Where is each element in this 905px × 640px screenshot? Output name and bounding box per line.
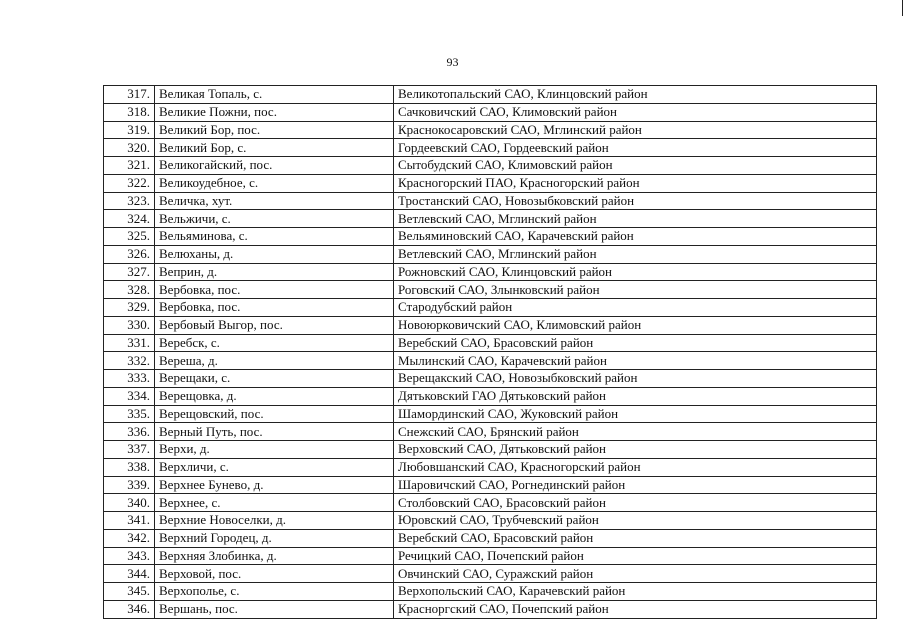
administrative-unit: Роговский САО, Злынковский район (394, 281, 877, 299)
page-number: 93 (446, 55, 459, 69)
administrative-unit: Верещакский САО, Новозыбковский район (394, 370, 877, 388)
row-number: 339. (104, 476, 155, 494)
settlement-name: Верещовский, пос. (155, 405, 394, 423)
table-row (104, 299, 877, 317)
table-row (104, 245, 877, 263)
administrative-unit: Верхопольский САО, Карачевский район (394, 583, 877, 601)
table-row (104, 210, 877, 228)
table-row (104, 86, 877, 104)
settlement-name: Великий Бор, с. (155, 139, 394, 157)
settlement-name: Вельжичи, с. (155, 210, 394, 228)
table-row (104, 423, 877, 441)
row-number: 318. (104, 103, 155, 121)
settlement-name: Вельяминова, с. (155, 228, 394, 246)
settlement-name: Вершань, пос. (155, 600, 394, 618)
row-number: 332. (104, 352, 155, 370)
table-row (104, 334, 877, 352)
row-number: 330. (104, 316, 155, 334)
settlement-name: Вереша, д. (155, 352, 394, 370)
administrative-unit: Снежский САО, Брянский район (394, 423, 877, 441)
settlement-name: Величка, хут. (155, 192, 394, 210)
administrative-unit: Вельяминовский САО, Карачевский район (394, 228, 877, 246)
administrative-unit: Краснокосаровский САО, Мглинский район (394, 121, 877, 139)
row-number: 328. (104, 281, 155, 299)
settlement-name: Верхи, д. (155, 441, 394, 459)
row-number: 326. (104, 245, 155, 263)
settlement-name: Вербовка, пос. (155, 281, 394, 299)
table-row (104, 583, 877, 601)
table-row (104, 565, 877, 583)
row-number: 327. (104, 263, 155, 281)
row-number: 324. (104, 210, 155, 228)
administrative-unit: Речицкий САО, Почепский район (394, 547, 877, 565)
table-row (104, 316, 877, 334)
row-number: 317. (104, 86, 155, 104)
table-row (104, 600, 877, 618)
administrative-unit: Ветлевский САО, Мглинский район (394, 245, 877, 263)
table-row (104, 281, 877, 299)
administrative-unit: Великотопальский САО, Клинцовский район (394, 86, 877, 104)
table-row (104, 370, 877, 388)
row-number: 343. (104, 547, 155, 565)
row-number: 336. (104, 423, 155, 441)
administrative-unit: Дятьковский ГАО Дятьковский район (394, 387, 877, 405)
row-number: 323. (104, 192, 155, 210)
settlement-name: Верхнее, с. (155, 494, 394, 512)
settlement-name: Верхличи, с. (155, 458, 394, 476)
table-row (104, 387, 877, 405)
administrative-unit: Ветлевский САО, Мглинский район (394, 210, 877, 228)
row-number: 342. (104, 529, 155, 547)
table-row (104, 157, 877, 175)
settlement-name: Верхняя Злобинка, д. (155, 547, 394, 565)
administrative-unit: Сачковичский САО, Климовский район (394, 103, 877, 121)
administrative-unit: Новоюрковичский САО, Климовский район (394, 316, 877, 334)
table-row (104, 103, 877, 121)
row-number: 335. (104, 405, 155, 423)
row-number: 329. (104, 299, 155, 317)
settlements-table-body (104, 86, 877, 619)
settlement-name: Вербовый Выгор, пос. (155, 316, 394, 334)
administrative-unit: Тростанский САО, Новозыбковский район (394, 192, 877, 210)
table-row (104, 263, 877, 281)
administrative-unit: Стародубский район (394, 299, 877, 317)
table-row (104, 494, 877, 512)
settlement-name: Великогайский, пос. (155, 157, 394, 175)
administrative-unit: Красногорский ПАО, Красногорский район (394, 174, 877, 192)
settlement-name: Верещаки, с. (155, 370, 394, 388)
row-number: 321. (104, 157, 155, 175)
settlement-name: Верхнее Бунево, д. (155, 476, 394, 494)
administrative-unit: Красноргский САО, Почепский район (394, 600, 877, 618)
settlement-name: Верный Путь, пос. (155, 423, 394, 441)
settlement-name: Великоудебное, с. (155, 174, 394, 192)
row-number: 346. (104, 600, 155, 618)
table-row (104, 405, 877, 423)
administrative-unit: Шаровичский САО, Рогнединский район (394, 476, 877, 494)
table-row (104, 192, 877, 210)
administrative-unit: Мылинский САО, Карачевский район (394, 352, 877, 370)
table-row (104, 121, 877, 139)
settlements-table (103, 85, 877, 619)
administrative-unit: Овчинский САО, Суражский район (394, 565, 877, 583)
row-number: 325. (104, 228, 155, 246)
administrative-unit: Верховский САО, Дятьковский район (394, 441, 877, 459)
table-row (104, 352, 877, 370)
scan-edge-mark (902, 0, 903, 16)
settlement-name: Великие Пожни, пос. (155, 103, 394, 121)
settlement-name: Веребск, с. (155, 334, 394, 352)
row-number: 319. (104, 121, 155, 139)
table-row (104, 458, 877, 476)
row-number: 320. (104, 139, 155, 157)
settlement-name: Верхополье, с. (155, 583, 394, 601)
table-row (104, 228, 877, 246)
row-number: 333. (104, 370, 155, 388)
table-row (104, 441, 877, 459)
row-number: 338. (104, 458, 155, 476)
table-row (104, 512, 877, 530)
settlement-name: Велюханы, д. (155, 245, 394, 263)
row-number: 322. (104, 174, 155, 192)
settlement-name: Верховой, пос. (155, 565, 394, 583)
table-row (104, 547, 877, 565)
settlement-name: Верхние Новоселки, д. (155, 512, 394, 530)
settlement-name: Великая Топаль, с. (155, 86, 394, 104)
row-number: 344. (104, 565, 155, 583)
settlement-name: Вербовка, пос. (155, 299, 394, 317)
administrative-unit: Сытобудский САО, Климовский район (394, 157, 877, 175)
administrative-unit: Рожновский САО, Клинцовский район (394, 263, 877, 281)
administrative-unit: Юровский САО, Трубчевский район (394, 512, 877, 530)
row-number: 334. (104, 387, 155, 405)
settlement-name: Великий Бор, пос. (155, 121, 394, 139)
administrative-unit: Шамординский САО, Жуковский район (394, 405, 877, 423)
row-number: 340. (104, 494, 155, 512)
settlement-name: Верхний Городец, д. (155, 529, 394, 547)
administrative-unit: Веребский САО, Брасовский район (394, 529, 877, 547)
table-row (104, 139, 877, 157)
table-row (104, 174, 877, 192)
table-row (104, 529, 877, 547)
administrative-unit: Веребский САО, Брасовский район (394, 334, 877, 352)
administrative-unit: Любовшанский САО, Красногорский район (394, 458, 877, 476)
row-number: 331. (104, 334, 155, 352)
table-row (104, 476, 877, 494)
settlement-name: Веприн, д. (155, 263, 394, 281)
row-number: 345. (104, 583, 155, 601)
row-number: 341. (104, 512, 155, 530)
settlement-name: Верещовка, д. (155, 387, 394, 405)
administrative-unit: Столбовский САО, Брасовский район (394, 494, 877, 512)
administrative-unit: Гордеевский САО, Гордеевский район (394, 139, 877, 157)
row-number: 337. (104, 441, 155, 459)
